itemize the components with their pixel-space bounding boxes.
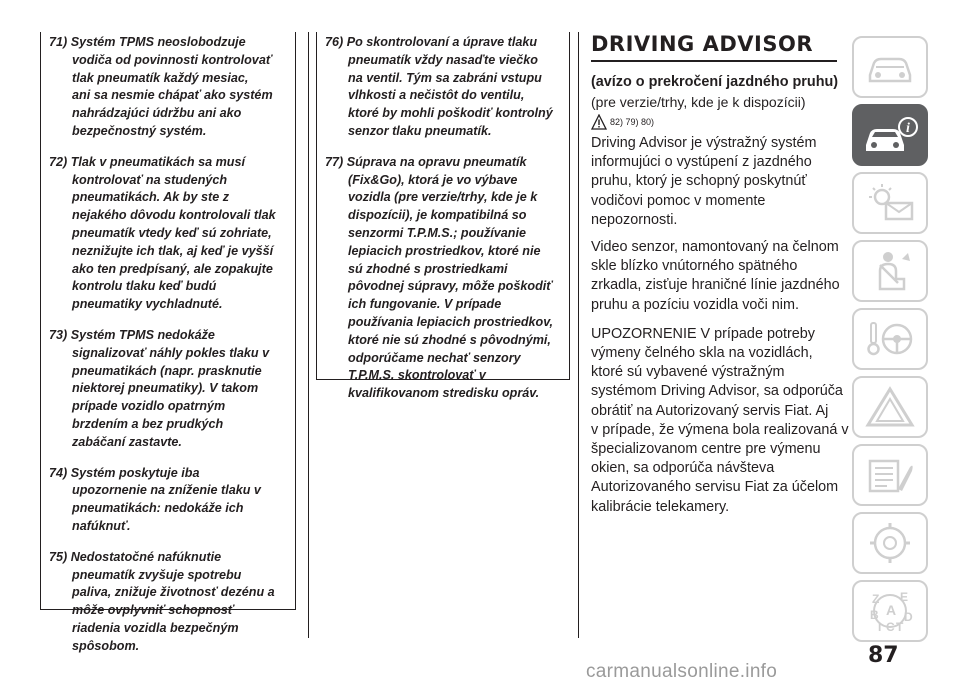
- note-76: [325, 34, 563, 141]
- text-line: nafúknuť.: [72, 518, 131, 533]
- tab-safety[interactable]: [852, 240, 928, 302]
- safety-seatbelt-icon: [862, 249, 918, 293]
- svg-text:i: i: [906, 121, 910, 136]
- text-line: ani sa nesmie chápať ako systém: [72, 88, 273, 103]
- paragraph-description: [591, 134, 843, 230]
- text-line: pruhu a pozíciu vozidla voči nim.: [591, 296, 799, 313]
- text-line: informujúci o vystúpení z jazdného: [591, 154, 812, 171]
- text-line: pneumatiky vychladnuté.: [72, 297, 223, 312]
- text-line: Driving Advisor je výstražný systém: [591, 135, 817, 151]
- text-line: odporúčame nechať senzory: [348, 350, 521, 365]
- watermark: carmanualsonline.info: [586, 661, 778, 682]
- tab-emergency[interactable]: [852, 376, 928, 438]
- svg-text:T: T: [896, 620, 904, 633]
- text-line: neznižujte ich tlak, aj keď je vyšší: [72, 243, 274, 258]
- note-71: [49, 34, 289, 141]
- text-line: skle blízko vnútorného spätného: [591, 258, 798, 275]
- text-line: riadenia vozidla bezpečným: [72, 620, 239, 635]
- text-line: senzor tlaku pneumatík.: [348, 123, 492, 138]
- tab-car-info[interactable]: [852, 104, 928, 166]
- text-line: pruhu, ktorý je schopný poskytnúť: [591, 173, 807, 190]
- note-73: [49, 327, 289, 452]
- index-icon: [862, 589, 918, 633]
- starting-driving-icon: [862, 317, 918, 361]
- text-line: kalibrácie telekamery.: [591, 498, 730, 515]
- car-info-icon: [862, 113, 918, 157]
- text-line: pôvodnej súpravy, môže poškodiť: [348, 279, 553, 294]
- text-line: špecializovanom centre pre výmenu: [591, 441, 821, 458]
- section-subtitle: (avízo o prekročení jazdného pruhu): [591, 74, 839, 90]
- paragraph-windshield-warning: [591, 325, 849, 517]
- text-line: pneumatikách: nedokáže ich: [72, 501, 244, 516]
- text-line: pneumatík vždy nasaďte viečko: [348, 52, 538, 67]
- warning-notes-column-middle: [316, 32, 570, 401]
- text-line: lepiacich prostriedkov, ktoré nie: [348, 243, 541, 258]
- text-line: dispozícii), je kompatibilná so: [348, 208, 527, 223]
- svg-text:B: B: [870, 608, 879, 622]
- text-line: ako ten predpísaný, ale zopakujte: [72, 261, 273, 276]
- warning-notes-column-left: [40, 32, 296, 653]
- text-line: prípade vozidlo opatrným: [72, 399, 226, 414]
- svg-text:A: A: [886, 602, 897, 618]
- chapter-tabs: [852, 36, 928, 648]
- text-line: ktoré sú vybavené výstražným: [591, 364, 785, 381]
- text-line: upozornenie na zníženie tlaku v: [72, 483, 261, 498]
- text-line: používania lepiacich prostriedkov,: [348, 314, 554, 329]
- text-line: sú zhodné s prostriedkami: [348, 261, 508, 276]
- text-line: zrkadla, zisťuje hraničné línie jazdného: [591, 277, 840, 294]
- text-line: 77) Súprava na opravu pneumatík: [325, 154, 527, 169]
- availability-note: (pre verzie/trhy, kde je k dispozícii): [591, 94, 806, 110]
- note-75: [49, 549, 289, 656]
- text-line: niektorej pneumatiky). V takom: [72, 381, 259, 396]
- text-line: T.P.M.S. skontrolovať v: [348, 368, 486, 383]
- tab-index[interactable]: [852, 580, 928, 642]
- text-line: pneumatikách (napr. prasknutie: [72, 363, 262, 378]
- text-line: vodiča od povinnosti kontrolovať: [72, 52, 272, 67]
- text-line: kontrolovať na studených: [72, 172, 228, 187]
- tab-maintenance[interactable]: [852, 444, 928, 506]
- page-number: 87: [868, 643, 899, 668]
- text-line: pneumatík zvyšuje spotrebu: [72, 567, 242, 582]
- svg-text:I: I: [878, 620, 882, 633]
- text-line: 74) Systém poskytuje iba: [49, 465, 200, 480]
- text-line: senzormi T.P.M.S.; používanie: [348, 225, 526, 240]
- text-line: tlak pneumatík každý mesiac,: [72, 70, 249, 85]
- text-line: spôsobom.: [72, 638, 140, 653]
- text-line: vlhkosti a nečistôt do ventilu,: [348, 88, 525, 103]
- svg-text:D: D: [904, 610, 913, 624]
- emergency-icon: [862, 385, 918, 429]
- text-line: okien, sa odporúča návšteva: [591, 460, 775, 477]
- text-line: môže ovplyvniť schopnosť: [72, 603, 234, 618]
- text-line: signalizovať náhly pokles tlaku v: [72, 345, 270, 360]
- svg-text:Z: Z: [872, 592, 880, 606]
- text-line: ktoré by mohli poškodiť kontrolný: [348, 106, 553, 121]
- text-line: 73) Systém TPMS nedokáže: [49, 327, 215, 342]
- text-line: výmeny čelného skla na vozidlách,: [591, 345, 813, 362]
- text-line: obrátiť na Autorizovaný servis Fiat. Aj: [591, 402, 829, 419]
- text-line: paliva, znižuje životnosť dezénu a: [72, 585, 275, 600]
- text-line: nepozornosti.: [591, 211, 678, 228]
- warning-triangle-icon: [591, 114, 607, 130]
- maintenance-icon: [862, 453, 918, 497]
- text-line: nahrádzajúci údržbu ani ako: [72, 106, 242, 121]
- text-line: 71) Systém TPMS neoslobodzuje: [49, 35, 246, 49]
- svg-text:E: E: [900, 590, 909, 604]
- text-line: 72) Tlak v pneumatikách sa musí: [49, 154, 245, 169]
- text-line: v prípade, že výmena bola realizovaná v: [591, 421, 849, 438]
- section-title: DRIVING ADVISOR: [591, 32, 837, 62]
- note-72: [49, 154, 289, 314]
- warning-references: [591, 114, 843, 130]
- text-line: ich fungovanie. V prípade: [348, 297, 502, 312]
- warning-lights-icon: [862, 181, 918, 225]
- text-line: pneumatikách. Ak by ste z: [72, 190, 230, 205]
- text-line: UPOZORNENIE V prípade potreby: [591, 325, 815, 342]
- text-line: 75) Nedostatočné nafúknutie: [49, 549, 222, 564]
- text-line: Autorizovaného servisu Fiat za účelom: [591, 479, 839, 496]
- text-line: pneumatík vtedy keď sú zohriate,: [72, 225, 272, 240]
- paragraph-video-sensor: [591, 238, 843, 315]
- note-74: [49, 465, 289, 536]
- text-line: vozidla (pre verzie/trhy, kde je k: [348, 190, 538, 205]
- reference-numbers: 82) 79) 80): [610, 117, 655, 127]
- tab-warning-lights[interactable]: [852, 172, 928, 234]
- text-line: Video senzor, namontovaný na čelnom: [591, 239, 839, 256]
- text-line: bezpečnostný systém.: [72, 123, 207, 138]
- tab-technical-data[interactable]: [852, 512, 928, 574]
- text-line: zabáčaní zastavte.: [72, 434, 182, 449]
- text-line: nejakého dôvodu kontrolovali tlak: [72, 208, 276, 223]
- tab-knowing-car[interactable]: [852, 36, 928, 98]
- text-line: systémom Driving Advisor, sa odporúča: [591, 383, 843, 400]
- text-line: kvalifikovanom stredisku opráv.: [348, 386, 540, 401]
- svg-text:C: C: [886, 620, 895, 633]
- technical-data-icon: [862, 521, 918, 565]
- text-line: na ventil. Tým sa zabráni vstupu: [348, 70, 542, 85]
- text-line: ktoré nie sú zhodné s pôvodnými,: [348, 332, 551, 347]
- car-knowledge-icon: [862, 45, 918, 89]
- note-77: [325, 154, 563, 403]
- text-line: brzdením a bez prudkých: [72, 416, 224, 431]
- text-line: kontrolu tlaku keď budú: [72, 279, 217, 294]
- text-line: (Fix&Go), ktorá je vo výbave: [348, 172, 518, 187]
- text-line: vodičovi pomoc v momente: [591, 192, 766, 209]
- tab-starting-driving[interactable]: [852, 308, 928, 370]
- text-line: 76) Po skontrolovaní a úprave tlaku: [325, 35, 538, 49]
- driving-advisor-section: [591, 32, 849, 525]
